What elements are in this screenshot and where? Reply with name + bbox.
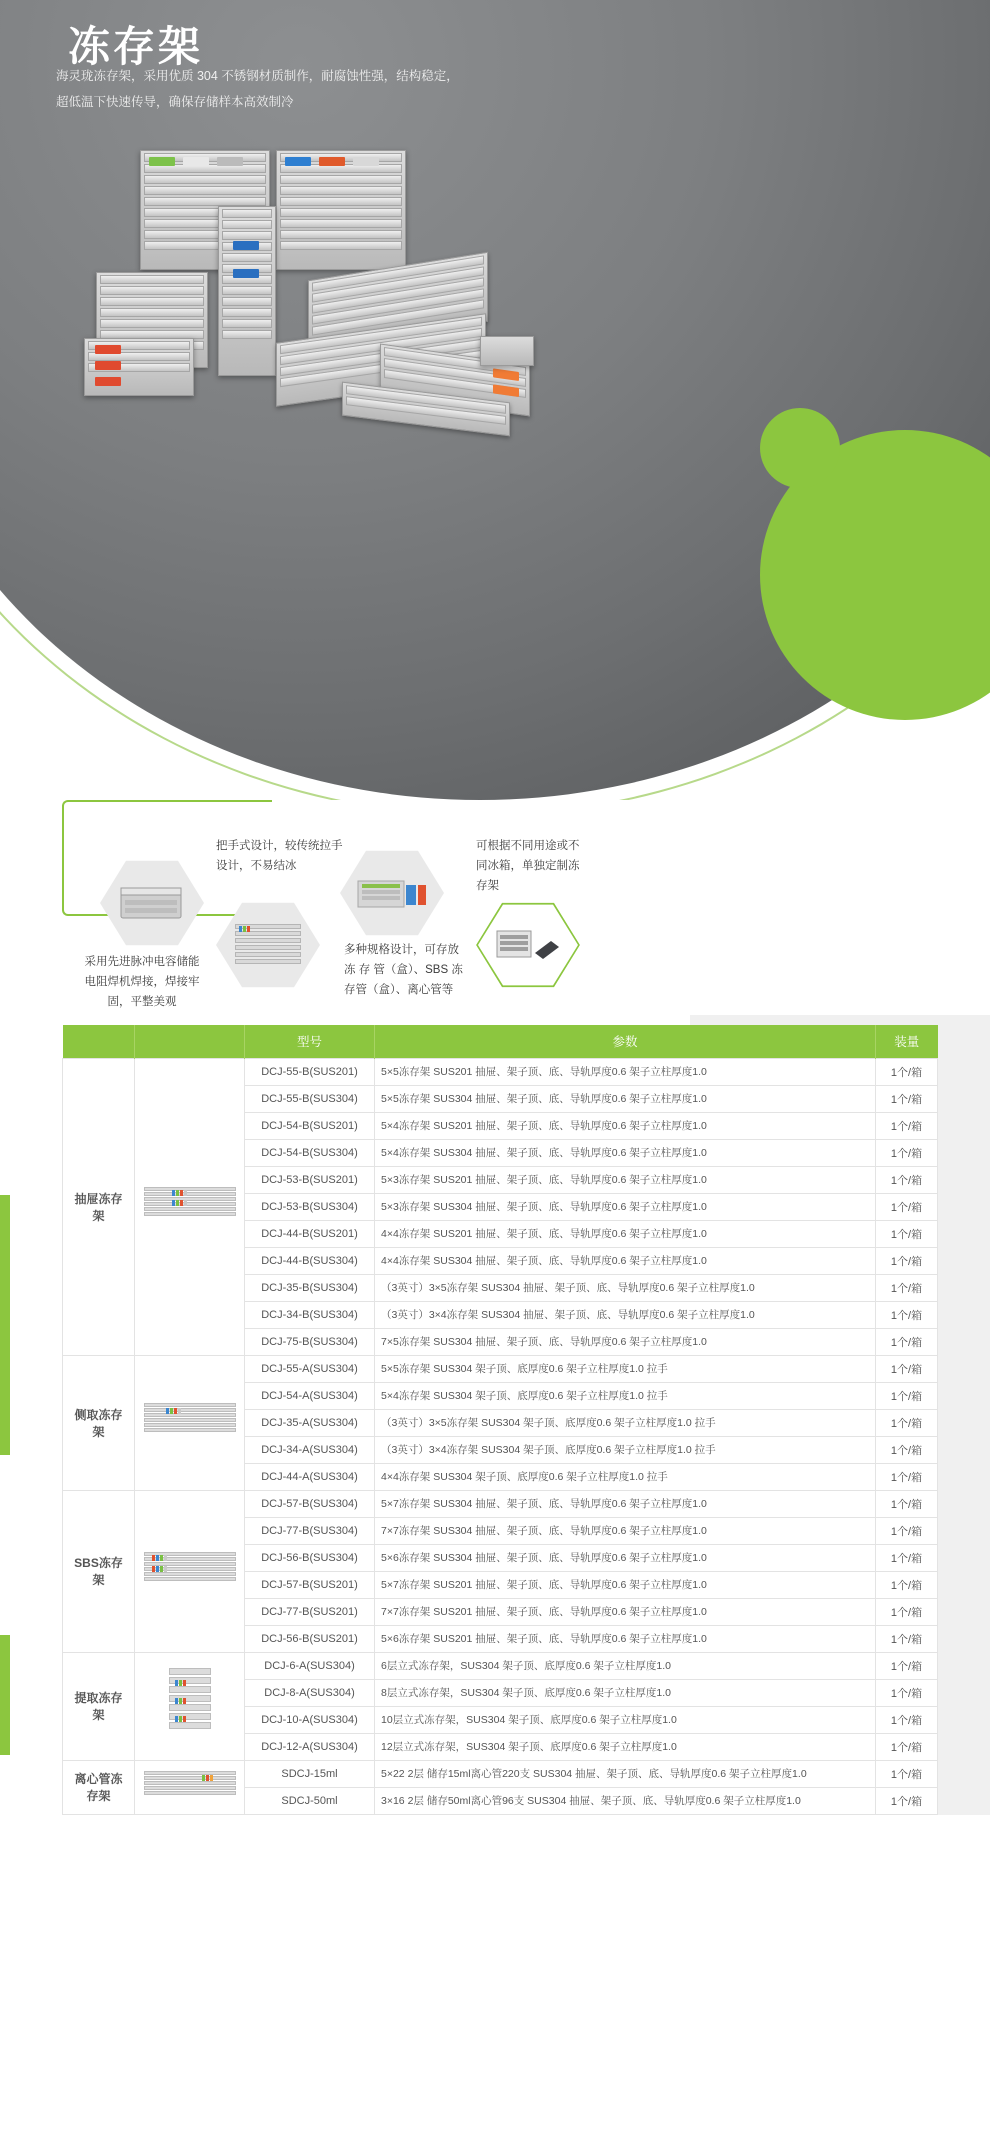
- model-cell: DCJ-75-B(SUS304): [245, 1328, 375, 1355]
- qty-cell: 1个/箱: [876, 1139, 938, 1166]
- table-row: [63, 1058, 938, 1085]
- table-row: [63, 1760, 938, 1787]
- qty-cell: 1个/箱: [876, 1247, 938, 1274]
- param-cell: 5×7冻存架 SUS201 抽屉、架子顶、底、导轨厚度0.6 架子立柱厚度1.0: [375, 1571, 876, 1598]
- hero-section: [0, 0, 990, 800]
- param-cell: 5×4冻存架 SUS304 架子顶、底厚度0.6 架子立柱厚度1.0 拉手: [375, 1382, 876, 1409]
- qty-cell: 1个/箱: [876, 1787, 938, 1814]
- left-green-bar-1: [0, 1195, 10, 1455]
- model-cell: DCJ-44-B(SUS304): [245, 1247, 375, 1274]
- qty-cell: 1个/箱: [876, 1112, 938, 1139]
- drawer-rack-glyph: [142, 1187, 238, 1227]
- decorative-green-circle-small: [760, 408, 840, 488]
- model-cell: DCJ-55-B(SUS304): [245, 1085, 375, 1112]
- feature-1-icon-hex: [100, 858, 204, 948]
- hero-product-image: [80, 140, 600, 440]
- qty-cell: 1个/箱: [876, 1274, 938, 1301]
- category-label-vertical: 提取冻存架: [63, 1652, 135, 1760]
- feature-4-icon-hex: [476, 900, 580, 990]
- page-title: 冻存架: [68, 23, 204, 70]
- param-cell: 8层立式冻存架，SUS304 架子顶、底厚度0.6 架子立柱厚度1.0: [375, 1679, 876, 1706]
- param-cell: （3英寸）3×4冻存架 SUS304 架子顶、底厚度0.6 架子立柱厚度1.0 拉手: [375, 1436, 876, 1463]
- model-cell: DCJ-53-B(SUS201): [245, 1166, 375, 1193]
- spec-table-section: [0, 1015, 990, 1815]
- feature-1-text: 采用先进脉冲电容储能电阻焊机焊接，焊接牢固，平整美观: [84, 956, 200, 1009]
- th-model: 型号: [245, 1025, 375, 1058]
- category-label-sbs: SBS冻存架: [63, 1490, 135, 1652]
- qty-cell: 1个/箱: [876, 1463, 938, 1490]
- param-cell: 5×6冻存架 SUS201 抽屉、架子顶、底、导轨厚度0.6 架子立柱厚度1.0: [375, 1625, 876, 1652]
- model-cell: SDCJ-50ml: [245, 1787, 375, 1814]
- qty-cell: 1个/箱: [876, 1652, 938, 1679]
- welded-panel-icon: [100, 858, 204, 948]
- param-cell: 5×4冻存架 SUS201 抽屉、架子顶、底、导轨厚度0.6 架子立柱厚度1.0: [375, 1112, 876, 1139]
- model-cell: DCJ-6-A(SUS304): [245, 1652, 375, 1679]
- param-cell: 4×4冻存架 SUS304 架子顶、底厚度0.6 架子立柱厚度1.0 拉手: [375, 1463, 876, 1490]
- model-cell: DCJ-54-B(SUS304): [245, 1139, 375, 1166]
- param-cell: 6层立式冻存架，SUS304 架子顶、底厚度0.6 架子立柱厚度1.0: [375, 1652, 876, 1679]
- model-cell: DCJ-57-B(SUS304): [245, 1490, 375, 1517]
- model-cell: DCJ-34-B(SUS304): [245, 1301, 375, 1328]
- model-cell: DCJ-55-A(SUS304): [245, 1355, 375, 1382]
- welded-panel-glyph: [115, 878, 189, 928]
- qty-cell: 1个/箱: [876, 1193, 938, 1220]
- centrifuge-rack-icon: [135, 1760, 245, 1814]
- table-row: [63, 1490, 938, 1517]
- qty-cell: 1个/箱: [876, 1166, 938, 1193]
- page-subtitle-line-1: 海灵珑冻存架，采用优质 304 不锈钢材质制作，耐腐蚀性强，结构稳定，: [56, 69, 459, 83]
- param-cell: 5×22 2层 储存15ml离心管220支 SUS304 抽屉、架子顶、底、导轨厚度0.6 架子立柱厚度1.0: [375, 1760, 876, 1787]
- model-cell: DCJ-57-B(SUS201): [245, 1571, 375, 1598]
- custom-rack-glyph: [493, 923, 563, 967]
- drawer-rack-icon: [135, 1058, 245, 1355]
- qty-cell: 1个/箱: [876, 1733, 938, 1760]
- custom-rack-icon: [476, 900, 580, 990]
- feature-3-text: 多种规格设计，可存放 冻 存 管（盒）、SBS 冻存管（盒）、离心管等: [344, 944, 463, 997]
- model-cell: DCJ-77-B(SUS201): [245, 1598, 375, 1625]
- side-pull-rack-glyph: [142, 1403, 238, 1443]
- param-cell: 7×5冻存架 SUS304 抽屉、架子顶、底、导轨厚度0.6 架子立柱厚度1.0: [375, 1328, 876, 1355]
- qty-cell: 1个/箱: [876, 1571, 938, 1598]
- param-cell: 3×16 2层 储存50ml离心管96支 SUS304 抽屉、架子顶、底、导轨厚度0.6 架子立柱厚度1.0: [375, 1787, 876, 1814]
- qty-cell: 1个/箱: [876, 1382, 938, 1409]
- model-cell: DCJ-55-B(SUS201): [245, 1058, 375, 1085]
- centrifuge-rack-glyph: [142, 1771, 238, 1805]
- th-qty: 装量: [876, 1025, 938, 1058]
- param-cell: （3英寸）3×4冻存架 SUS304 抽屉、架子顶、底、导轨厚度0.6 架子立柱厚度1.0: [375, 1301, 876, 1328]
- qty-cell: 1个/箱: [876, 1490, 938, 1517]
- features-section: [0, 800, 990, 1015]
- feature-4-text: 可根据不同用途或不同冰箱，单独定制冻存架: [476, 840, 580, 893]
- qty-cell: 1个/箱: [876, 1301, 938, 1328]
- th-param: 参数: [375, 1025, 876, 1058]
- qty-cell: 1个/箱: [876, 1706, 938, 1733]
- table-row: [63, 1652, 938, 1679]
- param-cell: 5×4冻存架 SUS304 抽屉、架子顶、底、导轨厚度0.6 架子立柱厚度1.0: [375, 1139, 876, 1166]
- model-cell: DCJ-34-A(SUS304): [245, 1436, 375, 1463]
- param-cell: 7×7冻存架 SUS304 抽屉、架子顶、底、导轨厚度0.6 架子立柱厚度1.0: [375, 1517, 876, 1544]
- param-cell: 5×3冻存架 SUS304 抽屉、架子顶、底、导轨厚度0.6 架子立柱厚度1.0: [375, 1193, 876, 1220]
- param-cell: 5×6冻存架 SUS304 抽屉、架子顶、底、导轨厚度0.6 架子立柱厚度1.0: [375, 1544, 876, 1571]
- model-cell: DCJ-77-B(SUS304): [245, 1517, 375, 1544]
- multi-spec-rack-icon: [340, 848, 444, 938]
- qty-cell: 1个/箱: [876, 1760, 938, 1787]
- model-cell: DCJ-53-B(SUS304): [245, 1193, 375, 1220]
- model-cell: DCJ-44-A(SUS304): [245, 1463, 375, 1490]
- qty-cell: 1个/箱: [876, 1625, 938, 1652]
- category-label-side-pull: 侧取冻存架: [63, 1355, 135, 1490]
- page-subtitle: [56, 64, 576, 115]
- model-cell: DCJ-10-A(SUS304): [245, 1706, 375, 1733]
- model-cell: SDCJ-15ml: [245, 1760, 375, 1787]
- specification-table: [62, 1025, 938, 1815]
- qty-cell: 1个/箱: [876, 1220, 938, 1247]
- model-cell: DCJ-56-B(SUS201): [245, 1625, 375, 1652]
- feature-2-icon-hex: [216, 900, 320, 990]
- left-green-bar-2: [0, 1635, 10, 1755]
- vertical-rack-glyph: [167, 1668, 213, 1746]
- side-pull-rack-icon: [135, 1355, 245, 1490]
- qty-cell: 1个/箱: [876, 1328, 938, 1355]
- param-cell: 12层立式冻存架，SUS304 架子顶、底厚度0.6 架子立柱厚度1.0: [375, 1733, 876, 1760]
- page-subtitle-line-2: 超低温下快速传导，确保存储样本高效制冷: [56, 94, 294, 109]
- qty-cell: 1个/箱: [876, 1598, 938, 1625]
- handle-rack-glyph: [233, 922, 303, 968]
- table-row: [63, 1355, 938, 1382]
- category-label-centrifuge: 离心管冻存架: [63, 1760, 135, 1814]
- qty-cell: 1个/箱: [876, 1544, 938, 1571]
- th-category: [63, 1025, 135, 1058]
- model-cell: DCJ-35-B(SUS304): [245, 1274, 375, 1301]
- sbs-rack-icon: [135, 1490, 245, 1652]
- qty-cell: 1个/箱: [876, 1679, 938, 1706]
- param-cell: 4×4冻存架 SUS201 抽屉、架子顶、底、导轨厚度0.6 架子立柱厚度1.0: [375, 1220, 876, 1247]
- feature-3-icon-hex: [340, 848, 444, 938]
- param-cell: 4×4冻存架 SUS304 抽屉、架子顶、底、导轨厚度0.6 架子立柱厚度1.0: [375, 1247, 876, 1274]
- param-cell: （3英寸）3×5冻存架 SUS304 抽屉、架子顶、底、导轨厚度0.6 架子立柱厚度1.0: [375, 1274, 876, 1301]
- feature-2-text: 把手式设计，较传统拉手设计，不易结冰: [216, 840, 343, 873]
- model-cell: DCJ-8-A(SUS304): [245, 1679, 375, 1706]
- param-cell: 5×5冻存架 SUS304 架子顶、底厚度0.6 架子立柱厚度1.0 拉手: [375, 1355, 876, 1382]
- qty-cell: 1个/箱: [876, 1355, 938, 1382]
- model-cell: DCJ-54-B(SUS201): [245, 1112, 375, 1139]
- param-cell: 5×5冻存架 SUS201 抽屉、架子顶、底、导轨厚度0.6 架子立柱厚度1.0: [375, 1058, 876, 1085]
- sbs-rack-glyph: [142, 1552, 238, 1592]
- model-cell: DCJ-54-A(SUS304): [245, 1382, 375, 1409]
- param-cell: 5×5冻存架 SUS304 抽屉、架子顶、底、导轨厚度0.6 架子立柱厚度1.0: [375, 1085, 876, 1112]
- qty-cell: 1个/箱: [876, 1436, 938, 1463]
- qty-cell: 1个/箱: [876, 1085, 938, 1112]
- th-image: [135, 1025, 245, 1058]
- param-cell: （3英寸）3×5冻存架 SUS304 架子顶、底厚度0.6 架子立柱厚度1.0 拉手: [375, 1409, 876, 1436]
- model-cell: DCJ-35-A(SUS304): [245, 1409, 375, 1436]
- model-cell: DCJ-44-B(SUS201): [245, 1220, 375, 1247]
- model-cell: DCJ-56-B(SUS304): [245, 1544, 375, 1571]
- qty-cell: 1个/箱: [876, 1058, 938, 1085]
- multi-spec-rack-glyph: [354, 867, 430, 919]
- handle-rack-icon: [216, 900, 320, 990]
- param-cell: 7×7冻存架 SUS201 抽屉、架子顶、底、导轨厚度0.6 架子立柱厚度1.0: [375, 1598, 876, 1625]
- model-cell: DCJ-12-A(SUS304): [245, 1733, 375, 1760]
- param-cell: 5×7冻存架 SUS304 抽屉、架子顶、底、导轨厚度0.6 架子立柱厚度1.0: [375, 1490, 876, 1517]
- param-cell: 10层立式冻存架，SUS304 架子顶、底厚度0.6 架子立柱厚度1.0: [375, 1706, 876, 1733]
- qty-cell: 1个/箱: [876, 1517, 938, 1544]
- vertical-rack-icon: [135, 1652, 245, 1760]
- category-label-drawer: 抽屉冻存架: [63, 1058, 135, 1355]
- qty-cell: 1个/箱: [876, 1409, 938, 1436]
- param-cell: 5×3冻存架 SUS201 抽屉、架子顶、底、导轨厚度0.6 架子立柱厚度1.0: [375, 1166, 876, 1193]
- table-header-row: [63, 1025, 938, 1058]
